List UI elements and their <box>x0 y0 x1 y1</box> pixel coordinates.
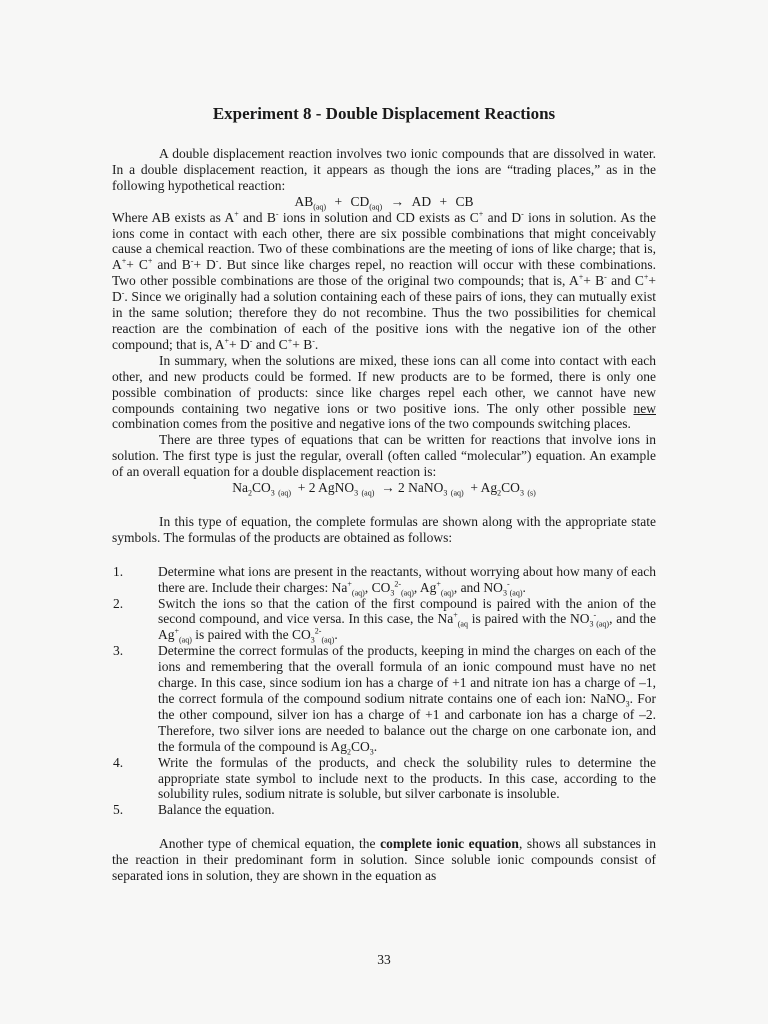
text: , and NO <box>453 579 503 595</box>
sup: - <box>312 336 315 346</box>
text: . Since we originally had a solution containing each of these pairs of ions, they can mutually exist in the same solution; therefore they do not recombine. Thus the two possibilities for chemical reaction are the combination of each of the positive ions with the negative ion of the other compound; that is, A <box>112 289 656 352</box>
sup: + <box>478 209 484 219</box>
text: Na <box>232 480 248 496</box>
list-item <box>112 596 656 644</box>
text: Determine the correct formulas of the products, keeping in mind the charges on each of the ions and remembering that the overall formula of an ionic compound must have no net charge. In this case, since sodium ion has a charge of +1 and nitrate ion has a charge of –1, the correct formula of the compound sodium nitrate contains one of each ion: NaNO <box>158 643 656 706</box>
text: → 2 NaNO <box>381 480 444 496</box>
text: , and the Ag <box>158 611 656 643</box>
sup: + <box>121 256 127 266</box>
sub: 3 <box>354 488 359 498</box>
text: ions in solution. As the ions come in contact with each other, there are six possible combinations that might conceivably cause a chemical reaction. Two of these combinations are the meeting of ions of like charge; that is, A <box>112 209 656 273</box>
text: is paired with the CO <box>191 627 311 643</box>
sub: (aq) <box>401 588 414 598</box>
state-aq: (aq) <box>369 202 383 212</box>
sup: + <box>287 336 293 346</box>
sup: - <box>521 209 524 219</box>
sub: (aq) <box>596 620 610 630</box>
sub: 3 <box>390 588 395 598</box>
sup: + <box>453 610 458 620</box>
eq-ad: AD <box>411 193 432 209</box>
text: In summary, when the solutions are mixed, these ions can all come into contact with each other, and new products could be formed. If new products are to be formed, there is only one possible combination of products: since like charges repel each other, we cannot have new compounds containing two negative ions or two positive ions. The only other possible <box>112 352 656 416</box>
arrow: → <box>390 193 405 209</box>
sub: (aq) <box>321 636 335 646</box>
text: . For the other compound, silver ion has a charge of +1 and carbonate ion has a charge of –2. Therefore, two silver ions are needed to balance out the charge on one carbonate ion, and the formula of the compound is Ag <box>158 691 656 754</box>
sup: + <box>234 209 239 219</box>
sub: (aq) <box>351 588 365 598</box>
state-aq: (aq) <box>278 488 292 498</box>
list-item <box>112 755 656 803</box>
page-number: 33 <box>377 952 391 967</box>
sub: 3 <box>589 620 594 630</box>
underlined-word: new <box>633 400 656 416</box>
sub: 2 <box>247 488 252 498</box>
sub: (aq) <box>509 588 523 598</box>
text: and B <box>152 257 191 273</box>
state-aq: (aq) <box>313 202 327 212</box>
sub: 3 <box>310 636 315 646</box>
sup: + <box>224 336 230 346</box>
intro-paragraph: A double displacement reaction involves two ionic compounds that are dissolved in water. In a double displacement reaction, it appears as though the ions are “trading places,” as in the following hypothetical reaction: <box>112 146 656 193</box>
sup: + <box>147 256 153 266</box>
sup: + <box>578 272 584 282</box>
text: Another type of chemical equation, the <box>159 836 381 852</box>
text: . <box>522 579 526 595</box>
text: Switch the ions so that the cation of the first compound is paired with the anion of the second compound, and vice versa. In this case, the Na <box>158 595 656 627</box>
text: CO <box>251 480 271 496</box>
list-item <box>112 643 656 757</box>
text: + B <box>292 336 313 352</box>
sup: + <box>643 272 649 282</box>
text: Balance the equation. <box>158 802 275 818</box>
text: + C <box>126 257 148 273</box>
eq-ab: AB <box>294 193 314 209</box>
list-item <box>112 802 656 818</box>
text: CO <box>501 480 520 496</box>
step-number: 3. <box>113 643 124 659</box>
text: + 2 AgNO <box>297 480 355 496</box>
sub: 3 <box>519 488 524 498</box>
sup: - <box>215 256 219 266</box>
text: is paired with the NO <box>467 611 590 627</box>
page-title: Experiment 8 - Double Displacement Reactions <box>212 104 556 123</box>
step-number: 1. <box>113 563 124 579</box>
text: Where AB exists as A <box>112 209 235 225</box>
sup: - <box>121 288 125 298</box>
text: + D <box>229 336 250 352</box>
spacer <box>112 546 656 564</box>
sup: - <box>506 579 510 589</box>
text: . But since like charges repel, no reaction will occur with these combinations. Two other possible combinations are those of the original two compounds; that is, A <box>112 257 656 289</box>
text: and B <box>238 209 276 225</box>
text: + D <box>112 273 657 305</box>
spacer <box>112 818 656 836</box>
sub: 3 <box>443 488 448 498</box>
text: . <box>314 336 319 352</box>
text: Determine what ions are present in the reactants, without worrying about how many of each there are. Include their charges: Na <box>158 563 656 595</box>
text: . <box>334 627 338 643</box>
page-content <box>112 104 656 884</box>
sup: - <box>604 272 607 282</box>
steps-list <box>112 564 656 819</box>
combinations-paragraph <box>112 210 656 353</box>
step-number: 2. <box>113 595 124 611</box>
step-number: 5. <box>113 802 124 818</box>
plus-sign: + <box>439 193 448 209</box>
sub: 3 <box>369 747 374 757</box>
sup: - <box>593 610 597 620</box>
text: + Ag <box>470 480 498 496</box>
sub: 3 <box>270 488 275 498</box>
sup: - <box>249 336 253 346</box>
state-s: (s) <box>527 488 536 498</box>
sup: + <box>436 579 441 589</box>
sup: 2- <box>394 579 401 589</box>
eq-cd: CD <box>350 193 370 209</box>
state-aq: (aq) <box>450 488 464 498</box>
text: , Ag <box>413 579 437 595</box>
state-aq: (aq) <box>361 488 375 498</box>
text: combination comes from the positive and negative ions of the two compounds switching places. <box>112 416 631 432</box>
text: , shows all substances in the reaction in their predominant form in solution. Since soluble ionic compounds consist of separated ions in solution, they are shown in the equation as <box>112 836 656 884</box>
bold-term: complete ionic equation <box>380 836 519 852</box>
step-number: 4. <box>113 754 124 770</box>
text: + D <box>193 257 216 273</box>
formulas-paragraph: In this type of equation, the complete formulas are shown along with the appropriate state symbols. The formulas of the products are obtained as follows: <box>112 513 656 545</box>
text: + B <box>583 273 605 289</box>
text: Write the formulas of the products, and check the solubility rules to determine the appropriate state symbol to include next to the products. In this case, according to the solubility rules, sodium nitrate is soluble, but silver carbonate is insoluble. <box>158 754 656 802</box>
text: and C <box>252 336 288 352</box>
text: . <box>373 738 378 754</box>
summary-paragraph <box>112 353 656 433</box>
text: ions in solution and CD exists as C <box>278 209 479 225</box>
text: CO <box>350 738 370 754</box>
sub: 3 <box>502 588 507 598</box>
sub: (aq) <box>179 636 192 646</box>
sup: - <box>190 256 194 266</box>
text: and C <box>606 273 644 289</box>
sub: (aq <box>457 620 468 630</box>
sup: + <box>347 579 352 589</box>
ionic-equation-paragraph <box>112 836 656 884</box>
sub: 2 <box>346 747 351 757</box>
hypothetical-equation <box>112 194 656 210</box>
overall-equation <box>112 480 656 496</box>
sup: - <box>275 209 279 219</box>
equation-types-paragraph: There are three types of equations that can be written for reactions that involve ions in solution. The first type is just the regular, overall (often called “molecular”) equation. An example of an overall equation for a double displacement reaction is: <box>112 432 656 480</box>
sup: 2- <box>314 626 322 636</box>
spacer <box>112 496 656 514</box>
eq-cb: CB <box>455 193 474 209</box>
text: , CO <box>364 579 391 595</box>
plus-sign: + <box>334 193 343 209</box>
sub: 2 <box>497 488 502 498</box>
list-item <box>112 564 656 596</box>
sub: 3 <box>625 699 630 709</box>
text: and D <box>483 209 522 225</box>
sub: (aq) <box>440 588 454 598</box>
sup: + <box>174 626 180 636</box>
